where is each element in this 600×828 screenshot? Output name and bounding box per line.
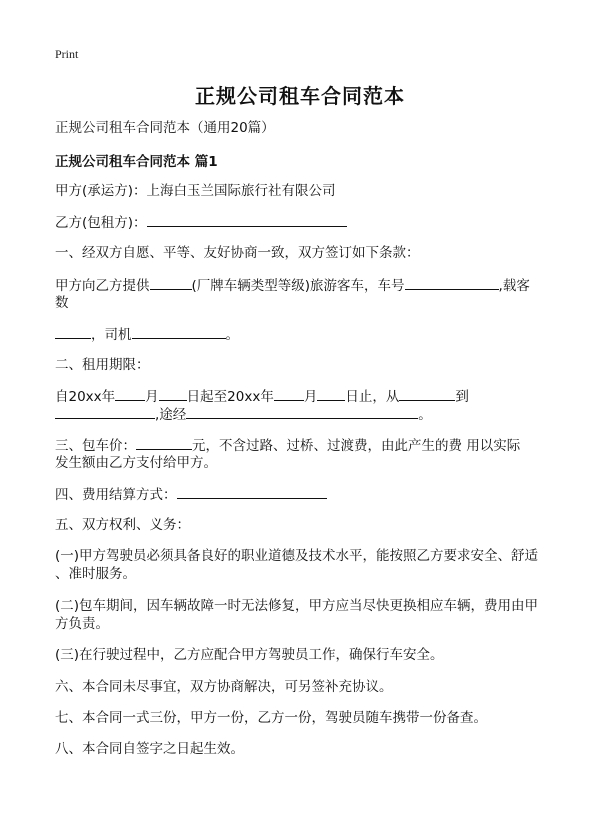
clause-4 [55,484,555,505]
to-text: 到 [455,389,469,405]
plate-number-blank[interactable] [405,275,499,290]
start-month-blank[interactable] [115,386,145,401]
driver-blank[interactable] [132,324,226,339]
clause-2-body-line2 [55,404,555,425]
end-month-blank[interactable] [274,386,304,401]
clause-7: 七、本合同一式三份，甲方一份，乙方一份，驾驶员随车携带一份备查。 [55,710,487,726]
subtitle: 正规公司租车合同范本（通用20篇） [55,120,275,136]
item-1-line2: 、准时服务。 [55,566,136,582]
end-year-text: 日起至20xx年 [186,389,274,405]
item-2-line1: (二)包车期间，因车辆故障一时无法修复，甲方应当尽快更换相应车辆，费用由甲 [55,598,539,614]
item-1-line1: (一)甲方驾驶员必须具备良好的职业道德及技术水平，能按照乙方要求安全、舒适 [55,548,539,564]
item-2-line2: 方负责。 [55,616,109,632]
print-label[interactable]: Print [55,47,79,61]
period-text: 。 [418,407,432,423]
settlement-label: 四、费用结算方式： [55,487,177,503]
clause-1-body-line3 [55,324,555,345]
item-3: (三)在行驶过程中，乙方应配合甲方驾驶员工作，确保行车安全。 [55,647,444,663]
clause-1-text-d: ，司机 [91,327,132,343]
from-text: 日止，从 [345,389,400,405]
route-blank[interactable] [186,404,418,419]
party-b-blank[interactable] [147,212,347,227]
price-blank[interactable] [136,435,192,450]
passenger-count-blank[interactable] [55,324,91,339]
month-text-2: 月 [303,389,318,405]
start-day-blank[interactable] [159,386,187,401]
clause-6: 六、本合同未尽事宜，双方协商解决，可另签补充协议。 [55,679,393,695]
clause-8: 八、本合同自签字之日起生效。 [55,741,244,757]
clause-1-body-line2: 数 [55,295,69,311]
end-day-blank[interactable] [317,386,345,401]
clause-1-text-c: ,载客 [498,278,530,294]
page-title: 正规公司租车合同范本 [195,84,405,108]
vehicle-count-blank[interactable] [150,275,192,290]
party-a: 甲方(承运方)：上海白玉兰国际旅行社有限公司 [55,183,336,199]
settlement-blank[interactable] [177,484,327,499]
price-note: 元，不含过路、过桥、过渡费，由此产生的费 用以实际 [192,438,521,454]
section-heading: 正规公司租车合同范本 篇1 [55,154,218,170]
start-year-text: 自20xx年 [55,389,116,405]
clause-1: 一、经双方自愿、平等、友好协商一致，双方签订如下条款： [55,245,420,261]
clause-3-line2: 发生额由乙方支付给甲方。 [55,455,217,471]
party-b [55,212,555,233]
clause-1-text-b: (厂牌车辆类型等级)旅游客车，车号 [191,278,405,294]
destination-blank[interactable] [55,404,155,419]
clause-5: 五、双方权利、义务： [55,517,190,533]
party-b-label: 乙方(包租方)： [55,215,147,231]
month-text: 月 [145,389,159,405]
price-label: 三、包车价： [55,438,136,454]
clause-1-text-a: 甲方向乙方提供 [55,278,150,294]
origin-blank[interactable] [399,386,455,401]
clause-1-text-e: 。 [225,327,239,343]
via-text: ,途经 [155,407,187,423]
clause-2: 二、租用期限： [55,357,150,373]
